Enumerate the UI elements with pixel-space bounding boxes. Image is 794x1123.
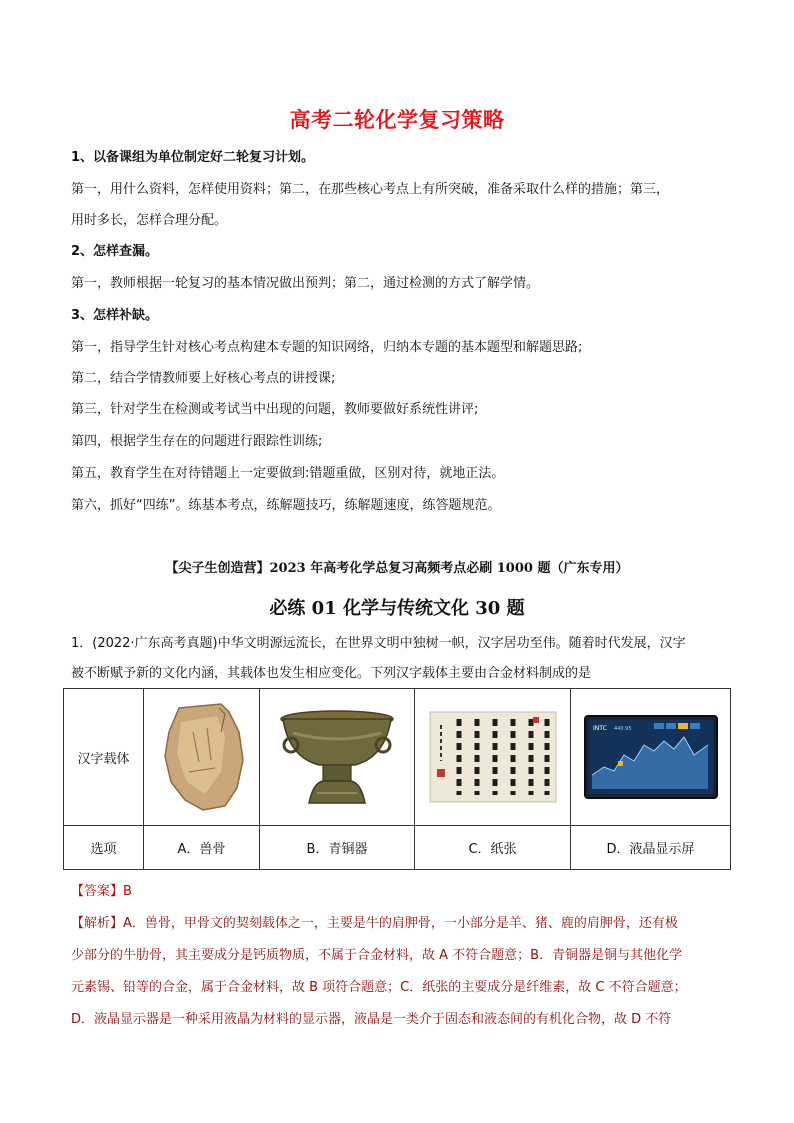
analysis-line: D．液晶显示器是一种采用液晶为材料的显示器，液晶是一类介于固态和液态间的有机化合物，故 D 不符 (71, 1012, 672, 1027)
table-row (64, 689, 731, 826)
lcd-screen-icon (584, 715, 718, 799)
section-2-heading: 2、怎样查漏。 (71, 244, 159, 259)
section-3-item: 第二，结合学情教师要上好核心考点的讲授课; (71, 371, 336, 386)
question-1-line-2: 被不断赋予新的文化内涵，其载体也发生相应变化。下列汉字载体主要由合金材料制成的是 (71, 666, 592, 681)
exercise-title: 必练 01 化学与传统文化 30 题 (269, 598, 525, 619)
table-row (64, 826, 731, 870)
option-b: B．青铜器 (260, 826, 415, 870)
option-d: D．液晶显示屏 (571, 826, 731, 870)
section-3-item: 第四，根据学生存在的问题进行跟踪性训练; (71, 434, 323, 449)
exercise-series-title: 【尖子生创造营】2023 年高考化学总复习高频考点必刷 1000 题（广东专用） (165, 561, 629, 576)
option-c: C．纸张 (415, 826, 571, 870)
option-a: A．兽骨 (144, 826, 260, 870)
analysis-line: 少部分的牛肋骨，其主要成分是钙质物质，不属于合金材料，故 A 不符合题意；B．青铜器是铜与其他化学 (71, 948, 683, 963)
page-title: 高考二轮化学复习策略 (289, 108, 505, 132)
bronze-vessel-image (260, 689, 415, 826)
analysis-line: 元素锡、铅等的合金，属于合金材料，故 B 项符合题意；C．纸张的主要成分是纤维素，故 C 不符合题意； (71, 980, 687, 995)
section-2-paragraph: 第一，教师根据一轮复习的基本情况做出预判；第二，通过检测的方式了解学情。 (71, 276, 540, 291)
options-table (63, 688, 731, 870)
bronze-vessel-icon (275, 705, 399, 809)
section-1-heading: 1、以备课组为单位制定好二轮复习计划。 (71, 150, 315, 165)
row-label-option: 选项 (64, 826, 144, 870)
screen-price: 440.95 (613, 726, 631, 732)
screen-ticker: INTC (592, 725, 607, 732)
answer-line: 【答案】B (71, 884, 132, 899)
section-3-item: 第六，抓好“四练”。练基本考点，练解题技巧，练解题速度，练答题规范。 (71, 498, 501, 513)
section-3-item: 第五，教育学生在对待错题上一定要做到:错题重做，区别对待，就地正法。 (71, 466, 505, 481)
calligraphy-paper-image (415, 689, 571, 826)
lcd-screen-image (571, 689, 731, 826)
section-3-item: 第一，指导学生针对核心考点构建本专题的知识网络，归纳本专题的基本题型和解题思路; (71, 340, 583, 355)
calligraphy-paper-icon (429, 711, 557, 803)
section-3-heading: 3、怎样补缺。 (71, 308, 159, 323)
section-1-paragraph-line-1: 第一，用什么资料，怎样使用资料；第二，在那些核心考点上有所突破，准备采取什么样的措施；第三， (71, 182, 670, 197)
row-label-carrier: 汉字载体 (64, 689, 144, 826)
question-1-line-1: 1．(2022·广东高考真题)中华文明源远流长，在世界文明中独树一帜，汉字居功至伟。随着时代发展，汉字 (71, 636, 686, 651)
oracle-bone-icon (159, 702, 245, 812)
section-1-paragraph-line-2: 用时多长，怎样合理分配。 (71, 213, 228, 228)
analysis-line: 【解析】A．兽骨，甲骨文的契刻载体之一，主要是牛的肩胛骨，一小部分是羊、猪、鹿的肩胛骨，还有极 (71, 916, 678, 931)
section-3-item: 第三，针对学生在检测或考试当中出现的问题，教师要做好系统性讲评; (71, 402, 479, 417)
oracle-bone-image (144, 689, 260, 826)
